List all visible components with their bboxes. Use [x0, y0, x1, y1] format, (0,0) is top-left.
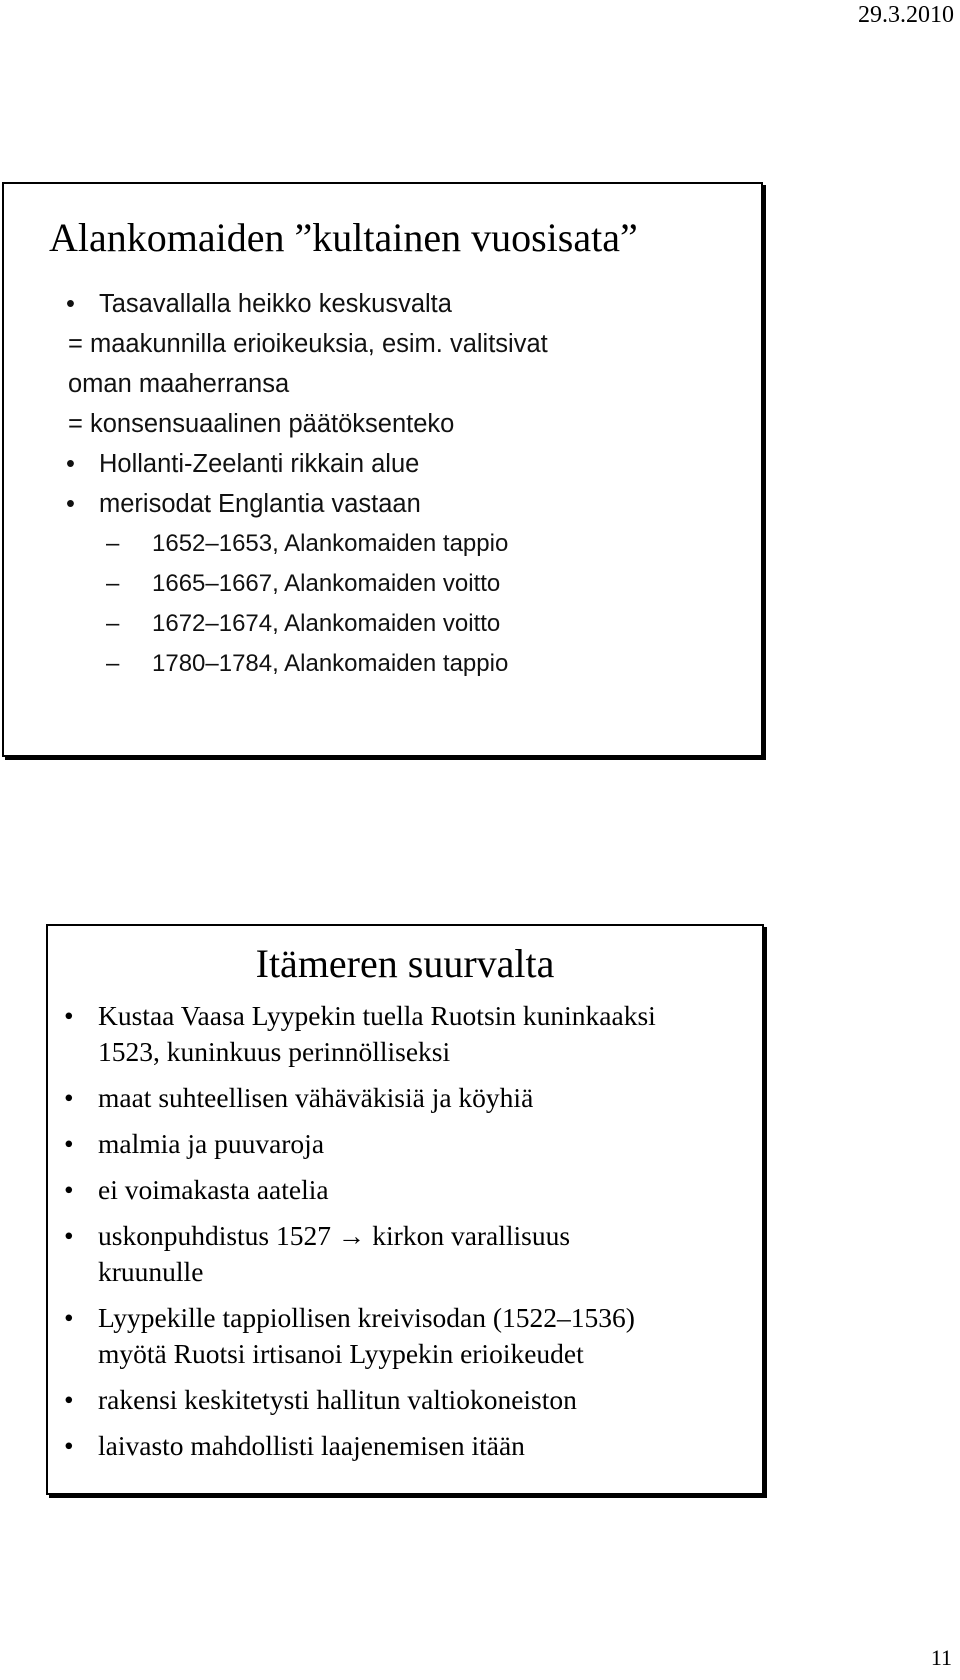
list-item-text-after: kirkon varallisuus kruunulle — [98, 1220, 571, 1287]
dash-icon: – — [106, 570, 120, 597]
arrow-right-icon: → — [337, 1220, 366, 1251]
list-item — [30, 404, 548, 444]
bullet-icon: • — [64, 1000, 74, 1031]
list-item — [30, 444, 548, 484]
list-item — [58, 1080, 678, 1116]
bullet-icon: • — [66, 290, 75, 318]
list-item — [58, 998, 678, 1070]
list-item — [58, 1382, 678, 1418]
list-item — [58, 1218, 678, 1290]
list-item-text: maat suhteellisen vähäväkisiä ja köyhiä — [98, 1082, 534, 1113]
bullet-icon: • — [64, 1174, 74, 1205]
list-item-text: Kustaa Vaasa Lyypekin tuella Ruotsin kuninkaaksi 1523, kuninkuus perinnölliseksi — [98, 1000, 656, 1067]
list-item-text — [98, 1218, 678, 1290]
list-item-text: ei voimakasta aatelia — [98, 1174, 329, 1205]
bullet-icon: • — [66, 450, 75, 478]
list-item-text: 1672–1674, Alankomaiden voitto — [152, 610, 501, 637]
bullet-icon: • — [64, 1384, 74, 1415]
list-item — [58, 1126, 678, 1162]
list-item — [58, 1300, 678, 1372]
list-item-text-before: uskonpuhdistus 1527 — [98, 1220, 332, 1251]
sub-list-item — [30, 524, 548, 564]
list-item-text: malmia ja puuvaroja — [98, 1128, 325, 1159]
sub-list-item — [30, 644, 548, 684]
bullet-icon: • — [64, 1302, 74, 1333]
list-item-text: laivasto mahdollisti laajenemisen itään — [98, 1430, 525, 1461]
list-item — [30, 364, 548, 404]
bullet-icon: • — [64, 1220, 74, 1251]
slide-title: Itämeren suurvalta — [255, 941, 555, 986]
bullet-list — [58, 998, 678, 1474]
list-item-text: = maakunnilla erioikeuksia, esim. valitsivat — [68, 330, 548, 358]
bullet-icon: • — [64, 1128, 74, 1159]
slide-itameren-suurvalta — [46, 924, 764, 1495]
list-item-text: Tasavallalla heikko keskusvalta — [99, 290, 452, 318]
list-item-text: 1652–1653, Alankomaiden tappio — [152, 530, 509, 557]
list-item — [30, 284, 548, 324]
list-item-text: Hollanti-Zeelanti rikkain alue — [99, 450, 420, 478]
sub-list-item — [30, 604, 548, 644]
list-item-text: = konsensuaalinen päätöksenteko — [68, 410, 455, 438]
page-number: 11 — [930, 1645, 952, 1670]
dash-icon: – — [106, 530, 120, 557]
slide-alankomaat — [2, 182, 763, 757]
list-item-text: 1665–1667, Alankomaiden voitto — [152, 570, 501, 597]
list-item-text: rakensi keskitetysti hallitun valtiokoneiston — [98, 1384, 577, 1415]
bullet-icon: • — [64, 1430, 74, 1461]
list-item-text: Lyypekille tappiollisen kreivisodan (1522–1536) myötä Ruotsi irtisanoi Lyypekin erioikeudet — [98, 1302, 635, 1369]
list-item — [58, 1428, 678, 1464]
list-item-text: merisodat Englantia vastaan — [99, 490, 421, 518]
slide-title: Alankomaiden ”kultainen vuosisata” — [49, 215, 638, 260]
dash-icon: – — [106, 650, 120, 677]
list-item — [30, 324, 548, 364]
sub-list-item — [30, 564, 548, 604]
dash-icon: – — [106, 610, 120, 637]
list-item-text: 1780–1784, Alankomaiden tappio — [152, 650, 509, 677]
list-item — [58, 1172, 678, 1208]
page-date: 29.3.2010 — [858, 2, 954, 28]
bullet-icon: • — [66, 490, 75, 518]
list-item — [30, 484, 548, 524]
list-item-text: oman maaherransa — [68, 370, 290, 398]
bullet-list — [30, 284, 548, 684]
bullet-icon: • — [64, 1082, 74, 1113]
